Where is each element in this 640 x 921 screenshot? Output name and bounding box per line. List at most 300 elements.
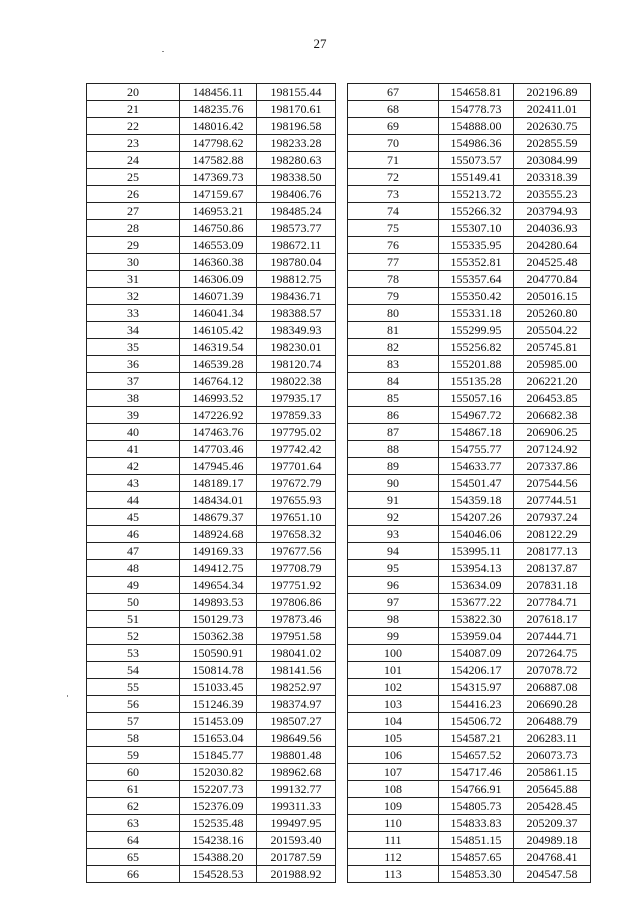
y-coordinate-cell: 199497.95 (257, 815, 336, 832)
table-row (348, 526, 591, 543)
y-coordinate-cell: 199311.33 (257, 798, 336, 815)
table-row (348, 747, 591, 764)
point-number-cell: 108 (348, 781, 439, 798)
table-row (348, 118, 591, 135)
table-row (87, 84, 336, 101)
y-coordinate-cell: 198233.28 (257, 135, 336, 152)
table-row (348, 152, 591, 169)
table-row (348, 832, 591, 849)
table-row (87, 458, 336, 475)
table-row (87, 475, 336, 492)
table-row (348, 458, 591, 475)
y-coordinate-cell: 205985.00 (514, 356, 591, 373)
x-coordinate-cell: 155350.42 (439, 288, 514, 305)
table-row (87, 798, 336, 815)
y-coordinate-cell: 197742.42 (257, 441, 336, 458)
point-number-cell: 100 (348, 645, 439, 662)
point-number-cell: 39 (87, 407, 180, 424)
y-coordinate-cell: 206906.25 (514, 424, 591, 441)
point-number-cell: 60 (87, 764, 180, 781)
x-coordinate-cell: 155307.10 (439, 220, 514, 237)
y-coordinate-cell: 206488.79 (514, 713, 591, 730)
point-number-cell: 77 (348, 254, 439, 271)
y-coordinate-cell: 198573.77 (257, 220, 336, 237)
y-coordinate-cell: 198962.68 (257, 764, 336, 781)
point-number-cell: 26 (87, 186, 180, 203)
point-number-cell: 93 (348, 526, 439, 543)
table-row (87, 815, 336, 832)
y-coordinate-cell: 198252.97 (257, 679, 336, 696)
x-coordinate-cell: 154528.53 (180, 866, 257, 883)
y-coordinate-cell: 197951.58 (257, 628, 336, 645)
table-row (87, 407, 336, 424)
point-number-cell: 44 (87, 492, 180, 509)
table-row (87, 764, 336, 781)
table-row (87, 866, 336, 883)
table-row (348, 713, 591, 730)
table-row (348, 407, 591, 424)
table-row (348, 543, 591, 560)
point-number-cell: 36 (87, 356, 180, 373)
table-row (348, 509, 591, 526)
table-row (87, 628, 336, 645)
point-number-cell: 66 (87, 866, 180, 883)
x-coordinate-cell: 148189.17 (180, 475, 257, 492)
x-coordinate-cell: 154857.65 (439, 849, 514, 866)
y-coordinate-cell: 203794.93 (514, 203, 591, 220)
point-number-cell: 33 (87, 305, 180, 322)
y-coordinate-cell: 205260.80 (514, 305, 591, 322)
table-row (348, 203, 591, 220)
x-coordinate-cell: 146539.28 (180, 356, 257, 373)
point-number-cell: 48 (87, 560, 180, 577)
table-row (348, 560, 591, 577)
x-coordinate-cell: 155352.81 (439, 254, 514, 271)
x-coordinate-cell: 154778.73 (439, 101, 514, 118)
y-coordinate-cell: 201787.59 (257, 849, 336, 866)
point-number-cell: 30 (87, 254, 180, 271)
table-row (87, 237, 336, 254)
x-coordinate-cell: 147226.92 (180, 407, 257, 424)
y-coordinate-cell: 198812.75 (257, 271, 336, 288)
x-coordinate-cell: 152030.82 (180, 764, 257, 781)
y-coordinate-cell: 202855.59 (514, 135, 591, 152)
point-number-cell: 56 (87, 696, 180, 713)
table-row (348, 305, 591, 322)
point-number-cell: 89 (348, 458, 439, 475)
y-coordinate-cell: 205645.88 (514, 781, 591, 798)
x-coordinate-cell: 146041.34 (180, 305, 257, 322)
point-number-cell: 28 (87, 220, 180, 237)
y-coordinate-cell: 198280.63 (257, 152, 336, 169)
y-coordinate-cell: 204989.18 (514, 832, 591, 849)
table-row (87, 152, 336, 169)
x-coordinate-cell: 154416.23 (439, 696, 514, 713)
point-number-cell: 23 (87, 135, 180, 152)
point-number-cell: 82 (348, 339, 439, 356)
x-coordinate-cell: 147369.73 (180, 169, 257, 186)
y-coordinate-cell: 204768.41 (514, 849, 591, 866)
y-coordinate-cell: 207937.24 (514, 509, 591, 526)
point-number-cell: 113 (348, 866, 439, 883)
x-coordinate-cell: 151653.04 (180, 730, 257, 747)
table-row (348, 339, 591, 356)
y-coordinate-cell: 197795.02 (257, 424, 336, 441)
x-coordinate-cell: 146750.86 (180, 220, 257, 237)
table-row (87, 254, 336, 271)
x-coordinate-cell: 146993.52 (180, 390, 257, 407)
y-coordinate-cell: 197751.92 (257, 577, 336, 594)
y-coordinate-cell: 206283.11 (514, 730, 591, 747)
x-coordinate-cell: 146105.42 (180, 322, 257, 339)
y-coordinate-cell: 198120.74 (257, 356, 336, 373)
y-coordinate-cell: 198780.04 (257, 254, 336, 271)
point-number-cell: 76 (348, 237, 439, 254)
y-coordinate-cell: 207444.71 (514, 628, 591, 645)
table-row (348, 594, 591, 611)
point-number-cell: 24 (87, 152, 180, 169)
x-coordinate-cell: 154967.72 (439, 407, 514, 424)
y-coordinate-cell: 207784.71 (514, 594, 591, 611)
point-number-cell: 88 (348, 441, 439, 458)
y-coordinate-cell: 204280.64 (514, 237, 591, 254)
table-row (87, 730, 336, 747)
point-number-cell: 54 (87, 662, 180, 679)
x-coordinate-cell: 155201.88 (439, 356, 514, 373)
y-coordinate-cell: 205504.22 (514, 322, 591, 339)
x-coordinate-cell: 147582.88 (180, 152, 257, 169)
table-row (87, 373, 336, 390)
y-coordinate-cell: 198141.56 (257, 662, 336, 679)
x-coordinate-cell: 153677.22 (439, 594, 514, 611)
point-number-cell: 55 (87, 679, 180, 696)
table-row (87, 271, 336, 288)
point-number-cell: 83 (348, 356, 439, 373)
point-number-cell: 98 (348, 611, 439, 628)
y-coordinate-cell: 201593.40 (257, 832, 336, 849)
point-number-cell: 74 (348, 203, 439, 220)
table-row (348, 475, 591, 492)
y-coordinate-cell: 206682.38 (514, 407, 591, 424)
y-coordinate-cell: 208177.13 (514, 543, 591, 560)
table-row (87, 577, 336, 594)
point-number-cell: 73 (348, 186, 439, 203)
x-coordinate-cell: 149412.75 (180, 560, 257, 577)
point-number-cell: 42 (87, 458, 180, 475)
table-row (87, 747, 336, 764)
table-row (87, 611, 336, 628)
y-coordinate-cell: 208122.29 (514, 526, 591, 543)
y-coordinate-cell: 197935.17 (257, 390, 336, 407)
y-coordinate-cell: 202630.75 (514, 118, 591, 135)
table-row (348, 628, 591, 645)
table-row (87, 339, 336, 356)
table-row (348, 186, 591, 203)
x-coordinate-cell: 153995.11 (439, 543, 514, 560)
table-row (348, 424, 591, 441)
x-coordinate-cell: 148235.76 (180, 101, 257, 118)
table-row (348, 254, 591, 271)
x-coordinate-cell: 155357.64 (439, 271, 514, 288)
table-row (87, 696, 336, 713)
table-row (348, 101, 591, 118)
point-number-cell: 79 (348, 288, 439, 305)
y-coordinate-cell: 202196.89 (514, 84, 591, 101)
point-number-cell: 52 (87, 628, 180, 645)
table-row (348, 135, 591, 152)
x-coordinate-cell: 151246.39 (180, 696, 257, 713)
x-coordinate-cell: 152535.48 (180, 815, 257, 832)
x-coordinate-cell: 155213.72 (439, 186, 514, 203)
x-coordinate-cell: 154833.83 (439, 815, 514, 832)
point-number-cell: 53 (87, 645, 180, 662)
table-row (87, 169, 336, 186)
x-coordinate-cell: 146071.39 (180, 288, 257, 305)
y-coordinate-cell: 198170.61 (257, 101, 336, 118)
point-number-cell: 81 (348, 322, 439, 339)
y-coordinate-cell: 198041.02 (257, 645, 336, 662)
x-coordinate-cell: 154587.21 (439, 730, 514, 747)
x-coordinate-cell: 149654.34 (180, 577, 257, 594)
y-coordinate-cell: 198649.56 (257, 730, 336, 747)
point-number-cell: 106 (348, 747, 439, 764)
x-coordinate-cell: 147703.46 (180, 441, 257, 458)
table-row (348, 84, 591, 101)
y-coordinate-cell: 198507.27 (257, 713, 336, 730)
table-row (87, 781, 336, 798)
x-coordinate-cell: 148679.37 (180, 509, 257, 526)
point-number-cell: 29 (87, 237, 180, 254)
point-number-cell: 109 (348, 798, 439, 815)
table-row (87, 118, 336, 135)
y-coordinate-cell: 204525.48 (514, 254, 591, 271)
point-number-cell: 45 (87, 509, 180, 526)
y-coordinate-cell: 197806.86 (257, 594, 336, 611)
table-row (348, 696, 591, 713)
point-number-cell: 101 (348, 662, 439, 679)
table-row (348, 237, 591, 254)
x-coordinate-cell: 146306.09 (180, 271, 257, 288)
x-coordinate-cell: 152376.09 (180, 798, 257, 815)
y-coordinate-cell: 198338.50 (257, 169, 336, 186)
table-row (87, 509, 336, 526)
table-row (348, 356, 591, 373)
table-row (348, 679, 591, 696)
point-number-cell: 22 (87, 118, 180, 135)
y-coordinate-cell: 207744.51 (514, 492, 591, 509)
point-number-cell: 71 (348, 152, 439, 169)
x-coordinate-cell: 154207.26 (439, 509, 514, 526)
y-coordinate-cell: 197672.79 (257, 475, 336, 492)
y-coordinate-cell: 204547.58 (514, 866, 591, 883)
y-coordinate-cell: 205016.15 (514, 288, 591, 305)
y-coordinate-cell: 207264.75 (514, 645, 591, 662)
x-coordinate-cell: 154238.16 (180, 832, 257, 849)
x-coordinate-cell: 148434.01 (180, 492, 257, 509)
x-coordinate-cell: 153822.30 (439, 611, 514, 628)
x-coordinate-cell: 154657.52 (439, 747, 514, 764)
point-number-cell: 90 (348, 475, 439, 492)
point-number-cell: 61 (87, 781, 180, 798)
x-coordinate-cell: 154853.30 (439, 866, 514, 883)
table-row (348, 764, 591, 781)
table-row (87, 305, 336, 322)
table-row (348, 220, 591, 237)
y-coordinate-cell: 197658.32 (257, 526, 336, 543)
y-coordinate-cell: 197708.79 (257, 560, 336, 577)
y-coordinate-cell: 198349.93 (257, 322, 336, 339)
x-coordinate-cell: 146953.21 (180, 203, 257, 220)
y-coordinate-cell: 203318.39 (514, 169, 591, 186)
y-coordinate-cell: 205428.45 (514, 798, 591, 815)
y-coordinate-cell: 205861.15 (514, 764, 591, 781)
point-number-cell: 59 (87, 747, 180, 764)
y-coordinate-cell: 198485.24 (257, 203, 336, 220)
point-number-cell: 91 (348, 492, 439, 509)
x-coordinate-cell: 147159.67 (180, 186, 257, 203)
point-number-cell: 47 (87, 543, 180, 560)
y-coordinate-cell: 205209.37 (514, 815, 591, 832)
point-number-cell: 63 (87, 815, 180, 832)
x-coordinate-cell: 154888.00 (439, 118, 514, 135)
y-coordinate-cell: 207337.86 (514, 458, 591, 475)
point-number-cell: 78 (348, 271, 439, 288)
y-coordinate-cell: 198374.97 (257, 696, 336, 713)
x-coordinate-cell: 151033.45 (180, 679, 257, 696)
y-coordinate-cell: 202411.01 (514, 101, 591, 118)
x-coordinate-cell: 154501.47 (439, 475, 514, 492)
x-coordinate-cell: 154755.77 (439, 441, 514, 458)
x-coordinate-cell: 155266.32 (439, 203, 514, 220)
y-coordinate-cell: 207544.56 (514, 475, 591, 492)
point-number-cell: 43 (87, 475, 180, 492)
point-number-cell: 112 (348, 849, 439, 866)
point-number-cell: 87 (348, 424, 439, 441)
table-row (348, 390, 591, 407)
table-row (87, 832, 336, 849)
table-row (87, 713, 336, 730)
x-coordinate-cell: 151453.09 (180, 713, 257, 730)
point-number-cell: 75 (348, 220, 439, 237)
y-coordinate-cell: 198436.71 (257, 288, 336, 305)
x-coordinate-cell: 154206.17 (439, 662, 514, 679)
point-number-cell: 92 (348, 509, 439, 526)
y-coordinate-cell: 197859.33 (257, 407, 336, 424)
point-number-cell: 50 (87, 594, 180, 611)
table-row (348, 492, 591, 509)
x-coordinate-cell: 146360.38 (180, 254, 257, 271)
table-row (348, 866, 591, 883)
x-coordinate-cell: 146764.12 (180, 373, 257, 390)
x-coordinate-cell: 155057.16 (439, 390, 514, 407)
point-number-cell: 35 (87, 339, 180, 356)
table-row (87, 560, 336, 577)
x-coordinate-cell: 154986.36 (439, 135, 514, 152)
y-coordinate-cell: 198406.76 (257, 186, 336, 203)
page-number: 27 (313, 36, 327, 51)
point-number-cell: 97 (348, 594, 439, 611)
point-number-cell: 41 (87, 441, 180, 458)
y-coordinate-cell: 203084.99 (514, 152, 591, 169)
table-row (348, 271, 591, 288)
coordinates-table-right (347, 83, 591, 883)
x-coordinate-cell: 155135.28 (439, 373, 514, 390)
table-row (87, 526, 336, 543)
x-coordinate-cell: 147798.62 (180, 135, 257, 152)
point-number-cell: 62 (87, 798, 180, 815)
y-coordinate-cell: 206690.28 (514, 696, 591, 713)
x-coordinate-cell: 150590.91 (180, 645, 257, 662)
y-coordinate-cell: 197873.46 (257, 611, 336, 628)
point-number-cell: 40 (87, 424, 180, 441)
point-number-cell: 96 (348, 577, 439, 594)
point-number-cell: 103 (348, 696, 439, 713)
table-row (348, 611, 591, 628)
x-coordinate-cell: 155299.95 (439, 322, 514, 339)
point-number-cell: 20 (87, 84, 180, 101)
point-number-cell: 38 (87, 390, 180, 407)
x-coordinate-cell: 150814.78 (180, 662, 257, 679)
point-number-cell: 110 (348, 815, 439, 832)
table-row (87, 594, 336, 611)
table-row (348, 798, 591, 815)
point-number-cell: 107 (348, 764, 439, 781)
table-row (348, 781, 591, 798)
point-number-cell: 37 (87, 373, 180, 390)
point-number-cell: 105 (348, 730, 439, 747)
point-number-cell: 67 (348, 84, 439, 101)
x-coordinate-cell: 151845.77 (180, 747, 257, 764)
x-coordinate-cell: 154506.72 (439, 713, 514, 730)
point-number-cell: 85 (348, 390, 439, 407)
point-number-cell: 94 (348, 543, 439, 560)
y-coordinate-cell: 198388.57 (257, 305, 336, 322)
x-coordinate-cell: 154805.73 (439, 798, 514, 815)
y-coordinate-cell: 208137.87 (514, 560, 591, 577)
table-row (87, 679, 336, 696)
table-row (87, 322, 336, 339)
table-row (348, 441, 591, 458)
y-coordinate-cell: 199132.77 (257, 781, 336, 798)
table-row (348, 577, 591, 594)
table-row (87, 390, 336, 407)
point-number-cell: 70 (348, 135, 439, 152)
table-row (87, 645, 336, 662)
point-number-cell: 111 (348, 832, 439, 849)
table-row (87, 203, 336, 220)
y-coordinate-cell: 198230.01 (257, 339, 336, 356)
scan-speck (162, 51, 164, 52)
x-coordinate-cell: 150362.38 (180, 628, 257, 645)
table-row (348, 169, 591, 186)
y-coordinate-cell: 207831.18 (514, 577, 591, 594)
table-row (348, 322, 591, 339)
point-number-cell: 49 (87, 577, 180, 594)
y-coordinate-cell: 197651.10 (257, 509, 336, 526)
y-coordinate-cell: 204036.93 (514, 220, 591, 237)
point-number-cell: 34 (87, 322, 180, 339)
y-coordinate-cell: 206887.08 (514, 679, 591, 696)
table-row (348, 662, 591, 679)
y-coordinate-cell: 204770.84 (514, 271, 591, 288)
table-row (87, 186, 336, 203)
table-row (87, 849, 336, 866)
x-coordinate-cell: 154633.77 (439, 458, 514, 475)
table-row (348, 849, 591, 866)
table-row (87, 492, 336, 509)
x-coordinate-cell: 154315.97 (439, 679, 514, 696)
y-coordinate-cell: 197701.64 (257, 458, 336, 475)
